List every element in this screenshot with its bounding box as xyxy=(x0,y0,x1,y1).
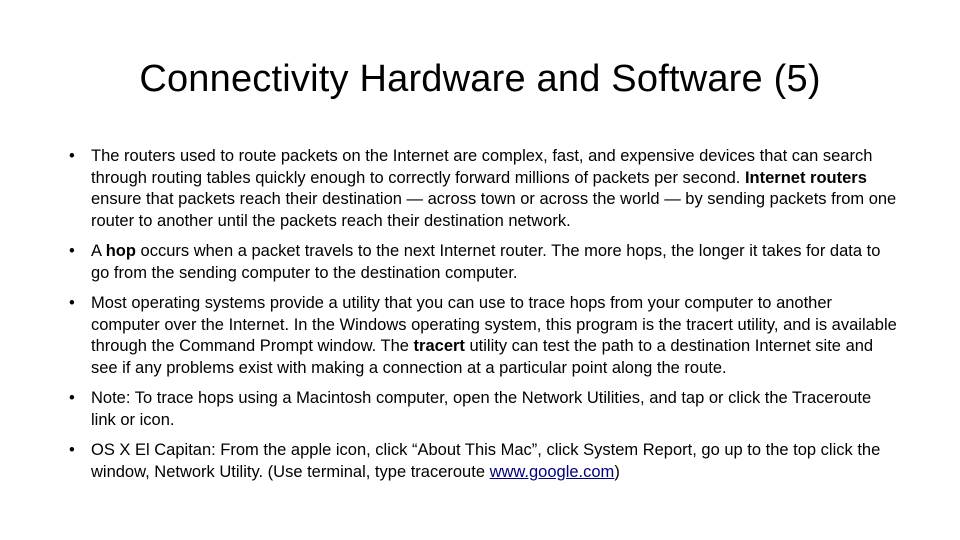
bullet-item-routers xyxy=(69,146,899,232)
bullet-marker: • xyxy=(69,242,75,260)
bullet-text: ensure that packets reach their destination — across town or across the world — by sending packets from one router to another until the packets reach their destination network. xyxy=(91,190,897,230)
bold-term-hop: hop xyxy=(105,242,136,260)
bullet-marker: • xyxy=(69,147,75,165)
bullet-item-os-x xyxy=(69,440,899,483)
google-link[interactable]: www.google.com xyxy=(489,462,615,481)
slide-title: Connectivity Hardware and Software (5) xyxy=(139,58,821,100)
bullet-text: The routers used to route packets on the Internet are complex, fast, and expensive devices that can search through routing tables quickly enough to correctly forward millions of packets per second. xyxy=(91,147,873,187)
bullet-text: A xyxy=(91,242,106,260)
bullet-text: OS X El Capitan: From the apple icon, click “About This Mac”, click System Report, go up to the top click the window, Network Utility. (Use terminal, type traceroute xyxy=(91,441,881,481)
bullet-item-hop xyxy=(69,241,899,284)
bullet-marker: • xyxy=(69,389,75,407)
bullet-text: utility can test the path to a destination Internet site and see if any problems exist with making a connection at a particular point along the route. xyxy=(91,337,874,377)
bold-term-internet-routers: Internet routers xyxy=(744,168,867,187)
bullet-marker: • xyxy=(69,441,75,459)
bullet-item-tracert xyxy=(69,293,899,379)
bullet-text: ) xyxy=(614,462,620,481)
bullet-text: occurs when a packet travels to the next Internet router. The more hops, the longer it takes for data to go from the sending computer to the destination computer. xyxy=(91,242,881,282)
bullet-list xyxy=(69,146,899,492)
bold-term-tracert: tracert xyxy=(413,337,465,355)
bullet-text: Note: To trace hops using a Macintosh computer, open the Network Utilities, and tap or click the Traceroute link or icon. xyxy=(91,389,872,429)
bullet-item-macintosh-note xyxy=(69,388,899,431)
bullet-marker: • xyxy=(69,294,75,312)
bullet-text: Most operating systems provide a utility that you can use to trace hops from your computer to another computer over the Internet. In the Windows operating system, this program is the tracert utility, and is available through the Command Prompt window. The xyxy=(91,294,897,355)
